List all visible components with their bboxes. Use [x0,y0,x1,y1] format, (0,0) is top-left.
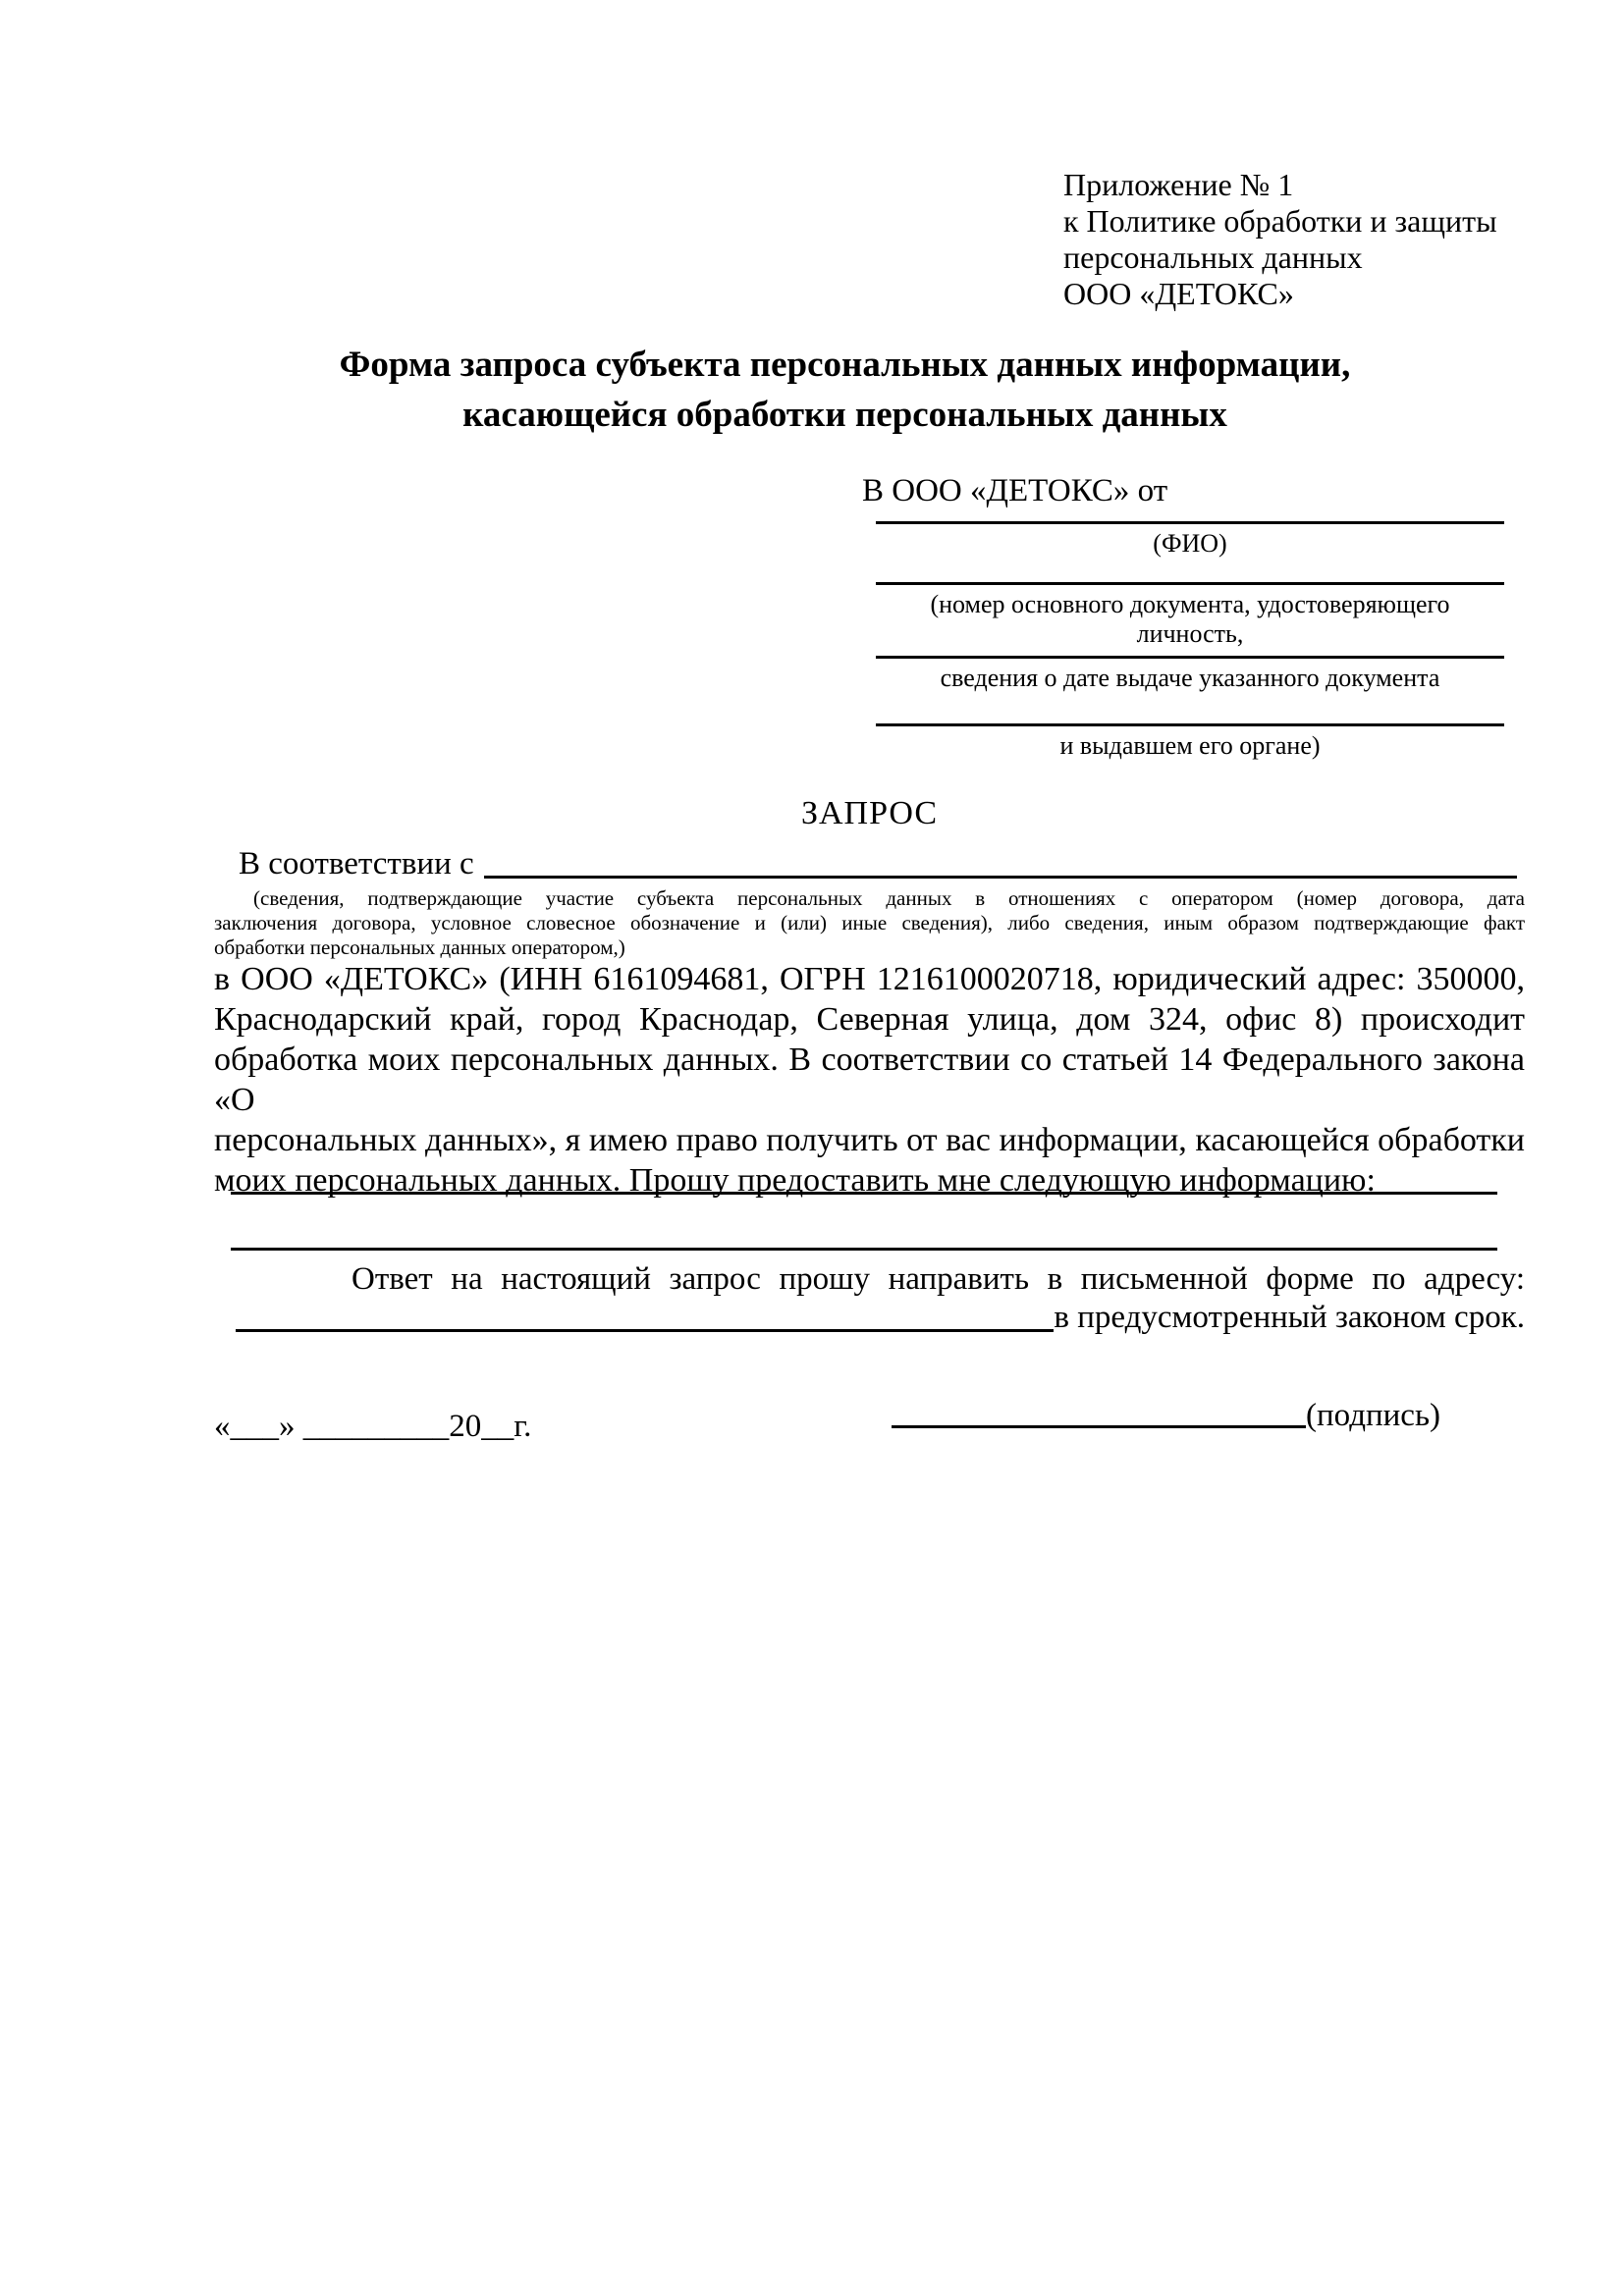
accordance-label: В соответствии с [239,846,474,881]
body-line: Краснодарский край, город Краснодар, Северная улица, дом 324, офис 8) происходит [214,1001,1525,1038]
addressee-label: В ООО «ДЕТОКС» от [862,473,1168,508]
signature-caption: (подпись) [1306,1398,1440,1433]
appendix-line: к Политике обработки и защиты [1063,203,1497,239]
body-line: в ООО «ДЕТОКС» (ИНН 6161094681, ОГРН 1216100020718, юридический адрес: 350000, [214,961,1525,997]
body-paragraph [214,959,1525,1201]
issue-date-caption: сведения о дате выдаче указанного документа [940,664,1440,692]
body-line: моих персональных данных. Прошу предоставить мне следующую информацию: [214,1162,1376,1199]
document-number-caption: (номер основного документа, удостоверяющего личность, [930,590,1450,648]
form-title-line: Форма запроса субъекта персональных данных информации, [339,345,1351,385]
appendix-line: ООО «ДЕТОКС» [1063,276,1294,311]
signature-fill-line[interactable] [892,1425,1306,1428]
appendix-line: персональных данных [1063,240,1363,275]
accordance-row [239,844,1517,883]
form-title-line: касающейся обработки персональных данных [462,395,1227,435]
body-line: обработка моих персональных данных. В соответствии со статьей 14 Федерального закона «О [214,1041,1525,1118]
request-heading: ЗАПРОС [800,795,939,831]
form-title [214,340,1476,440]
issue-date-fill-line[interactable] [876,656,1504,659]
issuing-authority-caption: и выдавшем его органе) [1059,731,1321,760]
issuing-authority-field [876,723,1504,761]
fio-field [876,521,1504,559]
signature-row [892,1398,1440,1433]
reply-text: Ответ на настоящий запрос прошу направить в письменной форме по адресу: [352,1261,1525,1297]
reply-row [214,1259,1525,1300]
issue-date-field [876,656,1504,693]
note-line: (сведения, подтверждающие участие субъекта персональных данных в отношениях с оператором (номер договора, дата [253,886,1525,910]
note-line: обработки персональных данных оператором,) [214,935,625,959]
document-number-fill-line[interactable] [876,582,1504,585]
appendix-header [1063,167,1497,312]
document-number-field [876,582,1504,649]
note-line: заключения договора, условное словесное обозначение и (или) иные сведения), либо сведения, иным образом подтверждающие факт [214,911,1525,934]
fio-fill-line[interactable] [876,521,1504,524]
date-placeholder[interactable]: «___» _________20__г. [214,1409,532,1444]
address-row [236,1298,1525,1337]
address-fill-line[interactable] [236,1329,1054,1332]
info-fill-line-1[interactable] [231,1192,1497,1195]
info-fill-line-2[interactable] [231,1248,1497,1251]
issuing-authority-fill-line[interactable] [876,723,1504,726]
note-block [214,886,1525,960]
appendix-line: Приложение № 1 [1063,167,1294,202]
body-line: персональных данных», я имею право получить от вас информации, касающейся обработки [214,1122,1525,1158]
reply-tail: в предусмотренный законом срок. [1054,1300,1525,1335]
fio-caption: (ФИО) [1153,529,1227,558]
accordance-fill-line[interactable] [484,876,1517,879]
